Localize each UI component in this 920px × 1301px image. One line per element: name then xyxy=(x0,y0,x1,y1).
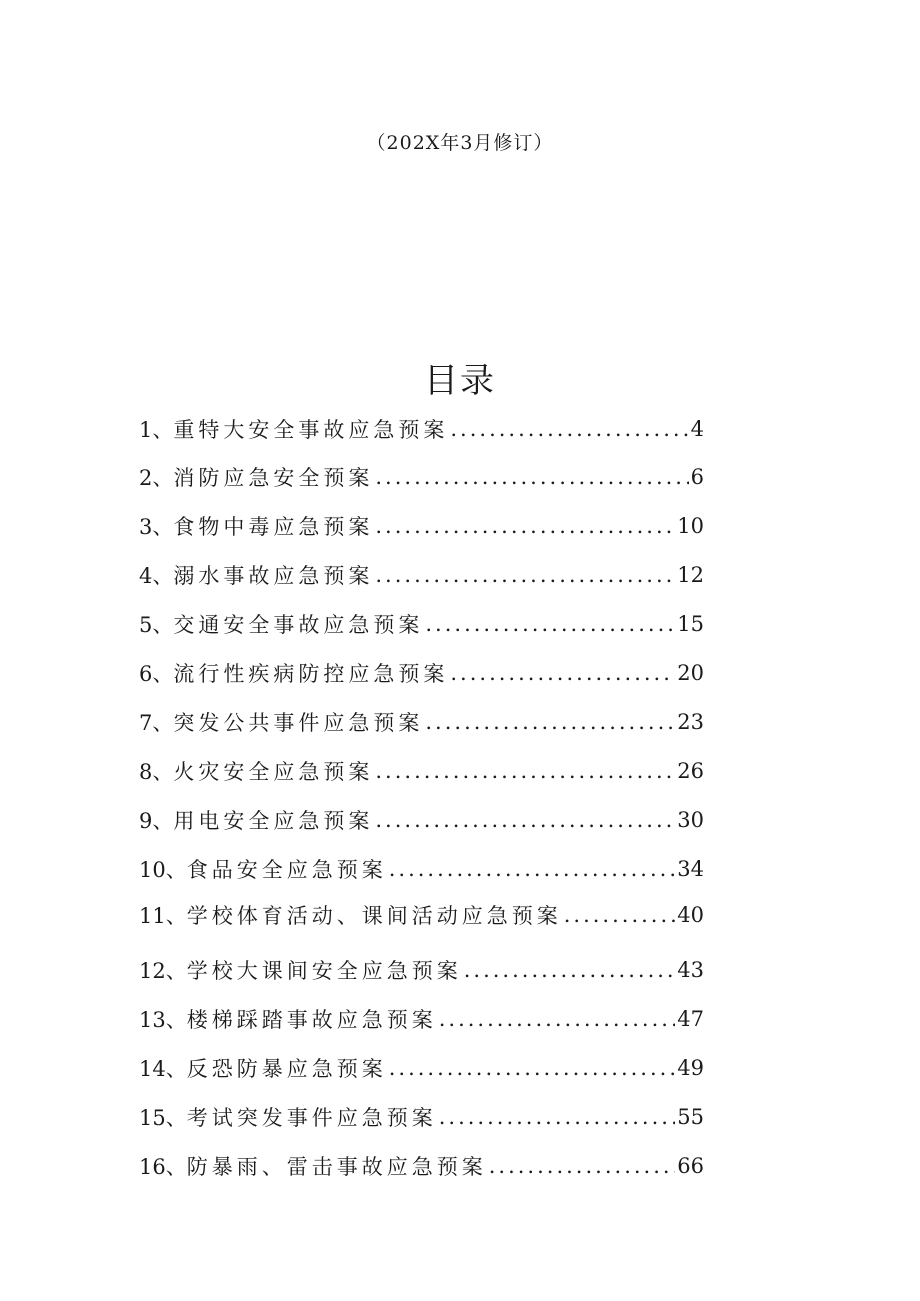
toc-entry-number: 8、 xyxy=(139,760,174,784)
toc-entry[interactable] xyxy=(139,507,704,545)
toc-entry[interactable] xyxy=(139,752,704,790)
toc-entry[interactable] xyxy=(139,1098,704,1136)
toc-dot-leader xyxy=(439,1007,676,1031)
toc-entry-label: 溺水事故应急预案 xyxy=(173,564,374,588)
toc-dot-leader xyxy=(564,903,676,927)
toc-entry-number: 1、 xyxy=(139,418,174,442)
toc-entry-number: 10、 xyxy=(139,858,187,882)
toc-entry-number: 16、 xyxy=(139,1155,187,1179)
toc-entry-number: 4、 xyxy=(139,564,174,588)
toc-entry-page: 40 xyxy=(677,903,704,927)
toc-entry[interactable] xyxy=(139,801,704,839)
toc-entry[interactable] xyxy=(139,951,704,989)
toc-entry-number: 3、 xyxy=(139,515,174,539)
toc-entry-label: 消防应急安全预案 xyxy=(173,466,374,490)
toc-dot-leader xyxy=(375,759,675,783)
toc-entry[interactable] xyxy=(139,654,704,692)
toc-entry[interactable] xyxy=(139,1000,704,1038)
toc-entry-label: 食品安全应急预案 xyxy=(186,858,387,882)
toc-entry-label: 防暴雨、雷击事故应急预案 xyxy=(186,1155,487,1179)
toc-entry[interactable] xyxy=(139,896,704,934)
toc-entry-label: 学校体育活动、课间活动应急预案 xyxy=(186,904,562,928)
toc-entry-number: 7、 xyxy=(139,711,174,735)
toc-entry-page: 26 xyxy=(677,759,704,783)
toc-entry-page: 23 xyxy=(677,710,704,734)
toc-entry-number: 9、 xyxy=(139,809,174,833)
toc-entry-number: 12、 xyxy=(139,959,187,983)
toc-entry-label: 食物中毒应急预案 xyxy=(173,515,374,539)
toc-entry-page: 49 xyxy=(677,1056,704,1080)
toc-entry-page: 10 xyxy=(677,514,704,538)
toc-entry-label: 交通安全事故应急预案 xyxy=(173,613,424,637)
toc-dot-leader xyxy=(375,808,675,832)
toc-entry-page: 15 xyxy=(677,612,704,636)
toc-entry-page: 55 xyxy=(677,1105,704,1129)
toc-entry-page: 12 xyxy=(677,563,704,587)
toc-entry-page: 30 xyxy=(677,808,704,832)
toc-dot-leader xyxy=(450,661,675,685)
toc-entry-page: 20 xyxy=(677,661,704,685)
toc-entry-label: 火灾安全应急预案 xyxy=(173,760,374,784)
toc-dot-leader xyxy=(389,1056,676,1080)
toc-entry-label: 反恐防暴应急预案 xyxy=(186,1057,387,1081)
toc-entry[interactable] xyxy=(139,1049,704,1087)
toc-dot-leader xyxy=(464,958,676,982)
toc-dot-leader xyxy=(489,1154,676,1178)
toc-entry-label: 学校大课间安全应急预案 xyxy=(186,959,462,983)
toc-entry-number: 14、 xyxy=(139,1057,187,1081)
toc-dot-leader xyxy=(439,1105,676,1129)
toc-entry[interactable] xyxy=(139,605,704,643)
toc-dot-leader xyxy=(425,710,675,734)
toc-title: 目录 xyxy=(424,361,496,401)
revision-note: （202X年3月修订） xyxy=(366,132,554,154)
toc-dot-leader xyxy=(375,563,675,587)
toc-entry-label: 用电安全应急预案 xyxy=(173,809,374,833)
toc-entry-label: 重特大安全事故应急预案 xyxy=(173,418,449,442)
toc-entry-number: 15、 xyxy=(139,1106,187,1130)
toc-entry-number: 6、 xyxy=(139,662,174,686)
toc-entry-number: 11、 xyxy=(139,904,187,928)
toc-dot-leader xyxy=(425,612,675,636)
toc-entry-page: 43 xyxy=(677,958,704,982)
toc-entry[interactable] xyxy=(139,1147,704,1185)
toc-dot-leader xyxy=(375,465,688,489)
toc-entry-page: 4 xyxy=(690,417,704,441)
toc-entry-label: 楼梯踩踏事故应急预案 xyxy=(186,1008,437,1032)
toc-dot-leader xyxy=(375,514,675,538)
toc-entry-page: 66 xyxy=(677,1154,704,1178)
toc-entry-page: 34 xyxy=(677,857,704,881)
toc-dot-leader xyxy=(450,417,688,441)
toc-entry-label: 考试突发事件应急预案 xyxy=(186,1106,437,1130)
toc-entry-label: 流行性疾病防控应急预案 xyxy=(173,662,449,686)
toc-entry-number: 5、 xyxy=(139,613,174,637)
toc-entry[interactable] xyxy=(139,410,704,448)
toc-dot-leader xyxy=(389,857,676,881)
toc-entry[interactable] xyxy=(139,703,704,741)
toc-entry-number: 13、 xyxy=(139,1008,187,1032)
toc-entry-page: 6 xyxy=(690,465,704,489)
toc-entry-page: 47 xyxy=(677,1007,704,1031)
toc-entry-label: 突发公共事件应急预案 xyxy=(173,711,424,735)
toc-entry[interactable] xyxy=(139,850,704,888)
toc-entry[interactable] xyxy=(139,458,704,496)
toc-entry[interactable] xyxy=(139,556,704,594)
toc-entry-number: 2、 xyxy=(139,466,174,490)
